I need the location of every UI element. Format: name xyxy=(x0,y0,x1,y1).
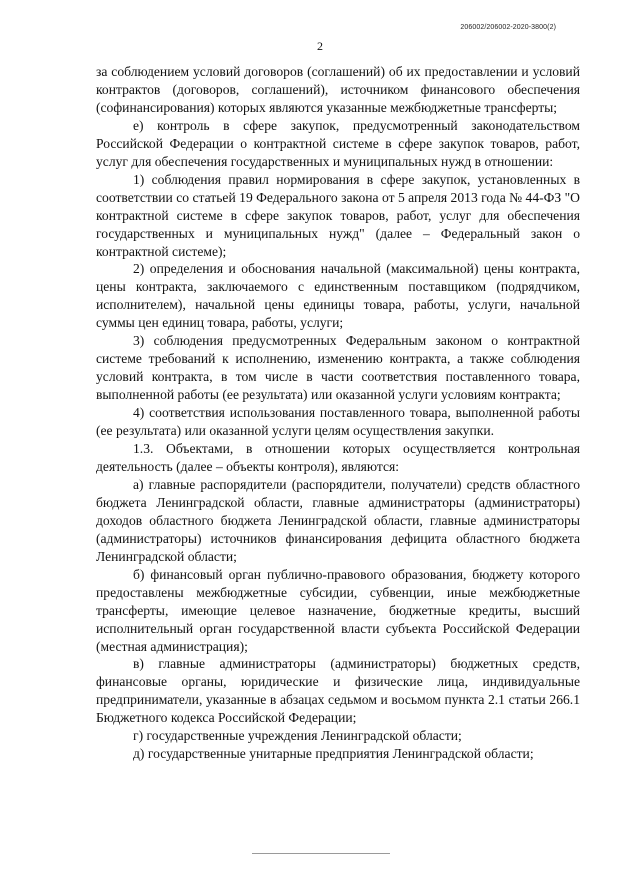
paragraph-item-b: б) финансовый орган публично-правового образования, бюджету которого предоставлены межбюджетные субсидии, субвенции, иные межбюджетные трансферты, имеющие целевое назначение, бюджетные кредиты, высший исполнительный орган государственной власти субъекта Российской Федерации (местная администрация); xyxy=(96,566,580,654)
paragraph-item-g: г) государственные учреждения Ленинградской области; xyxy=(133,728,462,744)
document-id: 206002/206002-2020-3800(2) xyxy=(460,24,556,31)
paragraph-item-v: в) главные администраторы (администраторы) бюджетных средств, финансовые органы, юридические и физические лица, индивидуальные предприниматели, указанные в абзацах седьмом и восьмом пункта 2.1 статьи 266.1 Бюджетного кодекса Российской Федерации; xyxy=(96,656,580,726)
paragraph-item-e: е) контроль в сфере закупок, предусмотренный законодательством Российской Федерации о контрактной системе в сфере закупок товаров, работ, услуг для обеспечения государственных и муниципальных нужд в отношении: xyxy=(96,117,580,169)
paragraph-continuation: за соблюдением условий договоров (соглашений) об их предоставлении и условий контрактов (договоров, соглашений), источником финансового обеспечения (софинансирования) которых являются указанные межбюджетные трансферты; xyxy=(96,64,580,115)
footer-divider xyxy=(252,853,390,854)
paragraph-item-d: д) государственные унитарные предприятия Ленинградской области; xyxy=(133,746,534,762)
document-body xyxy=(96,63,580,763)
paragraph-section-1-3: 1.3. Объектами, в отношении которых осуществляется контрольная деятельность (далее – объекты контроля), являются: xyxy=(96,441,580,474)
paragraph-item-4: 4) соответствия использования поставленного товара, выполненной работы (ее результата) или оказанной услуги целям осуществления закупки. xyxy=(96,405,580,439)
paragraph-item-2: 2) определения и обоснования начальной (максимальной) цены контракта, цены контракта, заключаемого с единственным поставщиком (подрядчиком, исполнителем), начальной цены единицы товара, работы, услуги, начальной суммы цен единиц товара, работы, услуги; xyxy=(96,261,580,331)
paragraph-item-a: а) главные распорядители (распорядители, получатели) средств областного бюджета Ленинградской области, главные администраторы (администраторы) доходов областного бюджета Ленинградской области, главные администраторы (администраторы) источников финансирования дефицита областного бюджета Ленинградской области; xyxy=(96,476,580,564)
page-number: 2 xyxy=(317,39,323,53)
paragraph-item-3: 3) соблюдения предусмотренных Федеральным законом о контрактной системе требований к исполнению, изменению контракта, а также соблюдения условий контракта, в том числе в части соответствия поставленного товара, выполненной работы (ее результата) или оказанной услуги условиям контракта; xyxy=(96,333,580,403)
paragraph-item-1: 1) соблюдения правил нормирования в сфере закупок, установленных в соответствии со статьей 19 Федерального закона от 5 апреля 2013 года № 44-ФЗ "О контрактной системе в сфере закупок товаров, работ, услуг для обеспечения государственных и муниципальных нужд" (далее – Федеральный закон о контрактной системе); xyxy=(96,171,580,259)
